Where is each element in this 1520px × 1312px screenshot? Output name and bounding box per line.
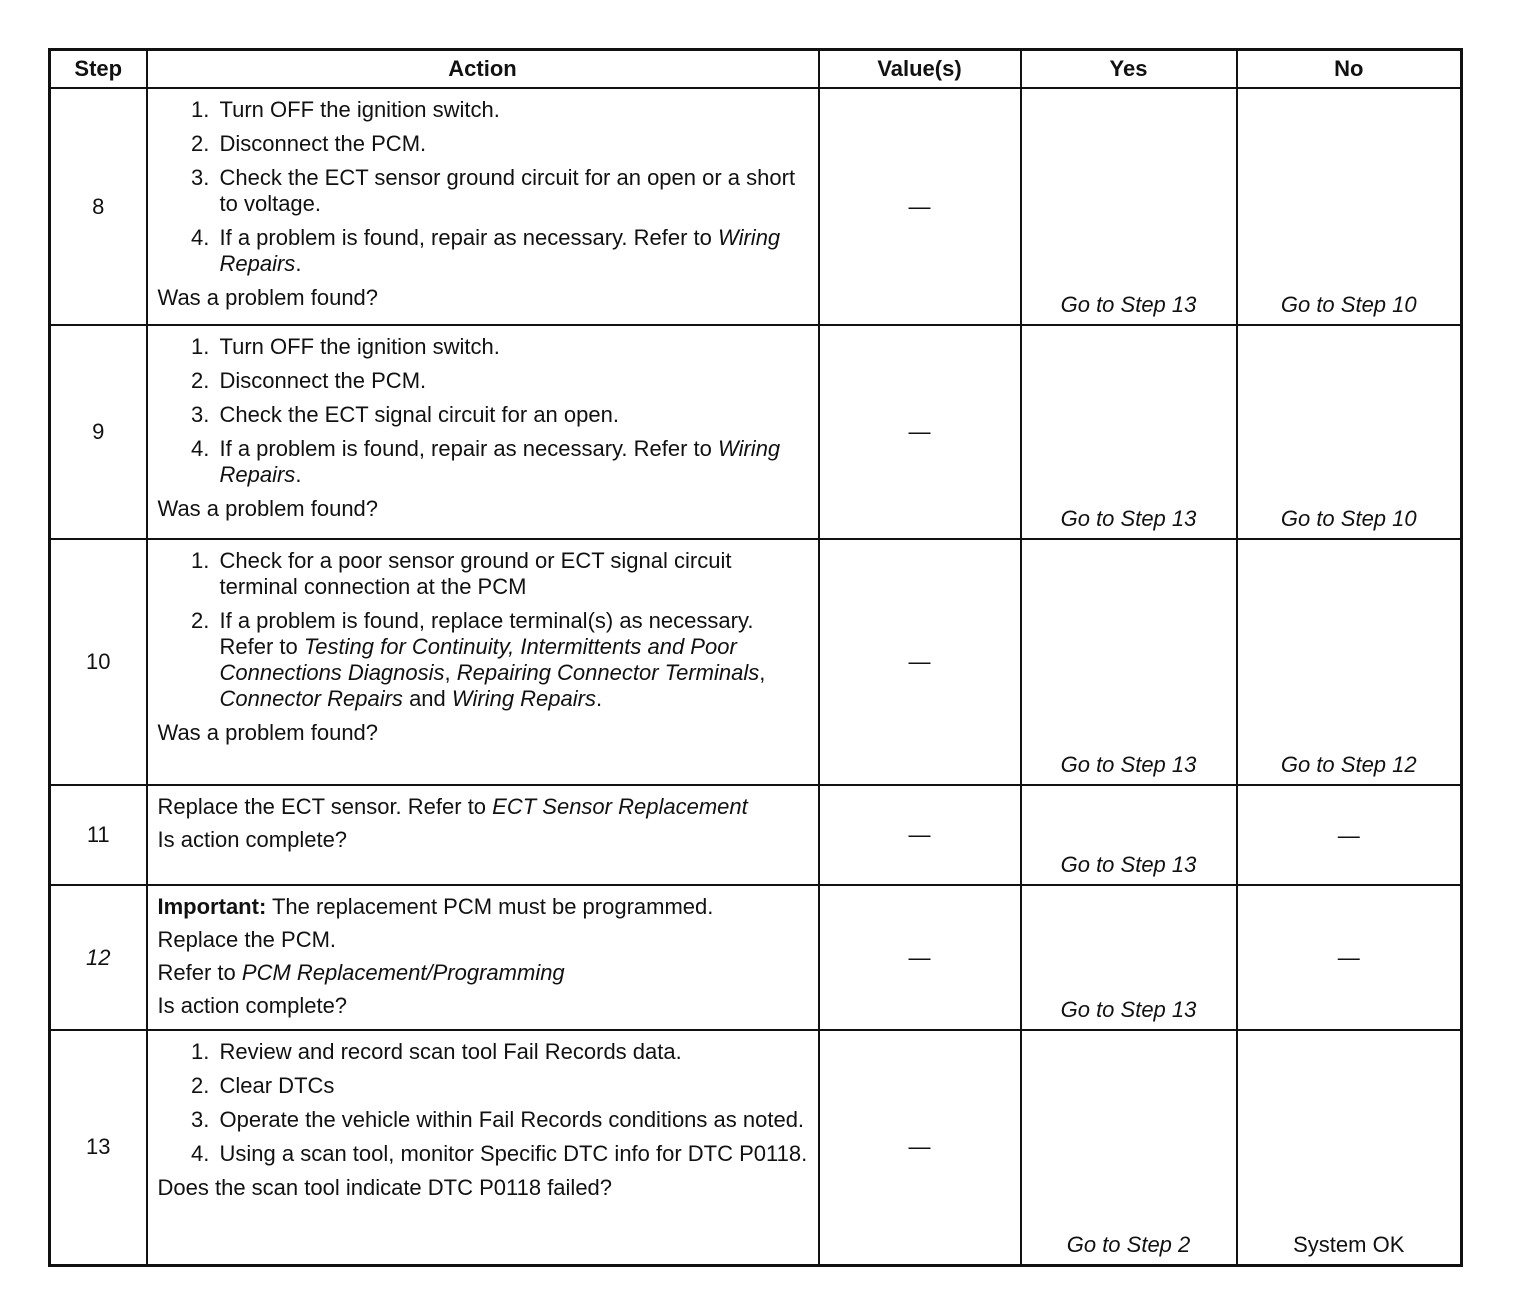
value-cell: — — [819, 88, 1021, 325]
no-cell: System OK — [1237, 1030, 1462, 1265]
table-row-step-10 — [50, 539, 1462, 785]
value-cell: — — [819, 539, 1021, 785]
reference-link: Repairing Connector Terminals — [456, 660, 760, 685]
no-cell: — — [1237, 885, 1462, 1030]
list-item: 3. Check the ECT sensor ground circuit for an open or a short to voltage. — [216, 165, 808, 217]
question: Was a problem found? — [157, 496, 379, 521]
important-text: The replacement PCM must be programmed. — [271, 894, 714, 919]
list-item: 4. If a problem is found, repair as necessary. Refer to Wiring Repairs. — [216, 436, 808, 488]
item-text: If a problem is found, repair as necessary. Refer to — [219, 436, 712, 461]
action-list — [158, 1039, 808, 1167]
question: Does the scan tool indicate DTC P0118 failed? — [157, 1175, 613, 1200]
question: Is action complete? — [157, 993, 348, 1018]
list-item: 1. Turn OFF the ignition switch. — [216, 97, 808, 123]
no-cell: — — [1237, 785, 1462, 885]
reference-link: Wiring Repairs — [219, 225, 781, 276]
header-step: Step — [50, 50, 147, 89]
reference-link: Wiring Repairs — [219, 436, 781, 487]
list-item: 1. Check for a poor sensor ground or ECT signal circuit terminal connection at the PCM — [216, 548, 808, 600]
question: Was a problem found? — [157, 720, 379, 745]
list-item: 4. If a problem is found, repair as necessary. Refer to Wiring Repairs. — [216, 225, 808, 277]
table-row-step-9 — [50, 325, 1462, 539]
list-item: 2. If a problem is found, replace terminal(s) as necessary. Refer to Testing for Continuity, Intermittents and Poor Connections Diagnosis, Repairing Connector Terminals, Connector Repairs and Wiring Repairs. — [216, 608, 808, 712]
list-item: 2. Clear DTCs — [216, 1073, 808, 1099]
action-text — [158, 960, 808, 986]
action-list — [158, 97, 808, 277]
item-text: If a problem is found, replace terminal(s) as necessary. Refer to — [219, 608, 754, 659]
action-cell — [147, 785, 819, 885]
step-number: 9 — [50, 325, 147, 539]
action-text: Replace the PCM. — [157, 927, 337, 952]
step-number: 8 — [50, 88, 147, 325]
no-cell: Go to Step 10 — [1237, 325, 1462, 539]
action-text — [158, 794, 808, 820]
action-cell — [147, 88, 819, 325]
action-list — [158, 334, 808, 488]
table-row-step-8 — [50, 88, 1462, 325]
list-item: 3. Operate the vehicle within Fail Records conditions as noted. — [216, 1107, 808, 1133]
step-number: 13 — [50, 1030, 147, 1265]
item-text: Replace the ECT sensor. Refer to — [157, 794, 487, 819]
action-cell — [147, 539, 819, 785]
action-list — [158, 548, 808, 712]
table-row-step-11 — [50, 785, 1462, 885]
reference-link: ECT Sensor Replacement — [492, 794, 748, 819]
action-cell — [147, 1030, 819, 1265]
yes-cell: Go to Step 13 — [1021, 325, 1237, 539]
important-note — [158, 894, 808, 920]
header-action: Action — [147, 50, 819, 89]
question: Is action complete? — [157, 827, 348, 852]
header-yes: Yes — [1021, 50, 1237, 89]
value-cell: — — [819, 885, 1021, 1030]
important-label: Important: — [157, 894, 267, 919]
item-text: If a problem is found, repair as necessary. Refer to — [219, 225, 712, 250]
reference-link: PCM Replacement/Programming — [241, 960, 565, 985]
value-cell: — — [819, 785, 1021, 885]
action-cell — [147, 885, 819, 1030]
value-cell: — — [819, 325, 1021, 539]
conjunction: and — [409, 686, 446, 711]
action-cell — [147, 325, 819, 539]
table-row-step-12 — [50, 885, 1462, 1030]
list-item: 2. Disconnect the PCM. — [216, 368, 808, 394]
value-cell: — — [819, 1030, 1021, 1265]
step-number: 11 — [50, 785, 147, 885]
question: Was a problem found? — [157, 285, 379, 310]
list-item: 2. Disconnect the PCM. — [216, 131, 808, 157]
yes-cell: Go to Step 13 — [1021, 885, 1237, 1030]
step-number: 10 — [50, 539, 147, 785]
list-item: 4. Using a scan tool, monitor Specific DTC info for DTC P0118. — [216, 1141, 808, 1167]
header-row — [50, 50, 1462, 89]
reference-link: Wiring Repairs — [451, 686, 596, 711]
item-text: Refer to — [157, 960, 236, 985]
no-cell: Go to Step 12 — [1237, 539, 1462, 785]
list-item: 1. Turn OFF the ignition switch. — [216, 334, 808, 360]
step-number: 12 — [50, 885, 147, 1030]
no-cell: Go to Step 10 — [1237, 88, 1462, 325]
reference-link: Connector Repairs — [219, 686, 403, 711]
list-item: 1. Review and record scan tool Fail Records data. — [216, 1039, 808, 1065]
header-no: No — [1237, 50, 1462, 89]
yes-cell: Go to Step 13 — [1021, 785, 1237, 885]
yes-cell: Go to Step 13 — [1021, 539, 1237, 785]
yes-cell: Go to Step 13 — [1021, 88, 1237, 325]
list-item: 3. Check the ECT signal circuit for an open. — [216, 402, 808, 428]
reference-link: Testing for Continuity, Intermittents and Poor Connections Diagnosis — [219, 634, 737, 685]
header-values: Value(s) — [819, 50, 1021, 89]
yes-cell: Go to Step 2 — [1021, 1030, 1237, 1265]
table-row-step-13 — [50, 1030, 1462, 1265]
diagnostic-table — [48, 48, 1463, 1267]
